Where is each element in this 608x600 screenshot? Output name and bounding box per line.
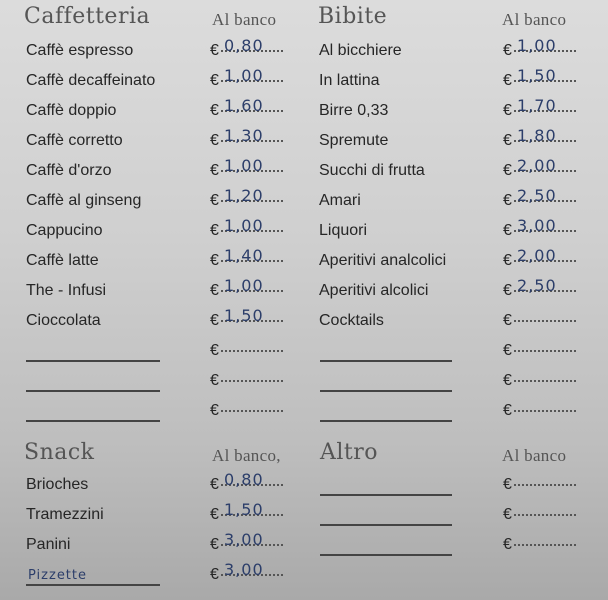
- caffetteria-item-price: [210, 36, 283, 60]
- euro-sign: €: [503, 132, 512, 149]
- euro-sign: €: [210, 42, 219, 59]
- blank-item-line: [320, 390, 452, 392]
- blank-item-line: [26, 360, 160, 362]
- handwritten-price: 2,50: [517, 186, 557, 205]
- caffetteria-item-name: Caffè doppio: [26, 102, 117, 119]
- euro-sign: €: [503, 342, 512, 359]
- handwritten-price: 1,70: [517, 96, 557, 115]
- bibite-item-price: [503, 312, 576, 330]
- euro-sign: €: [210, 312, 219, 329]
- bibite-item-price: [503, 66, 576, 90]
- price-dotted-line: [514, 320, 576, 322]
- euro-sign: €: [503, 72, 512, 89]
- blank-item-line: [26, 420, 160, 422]
- euro-sign: €: [210, 372, 219, 389]
- bibite-item-price: [503, 276, 576, 300]
- bibite-item-price: [503, 246, 576, 270]
- euro-sign: €: [503, 372, 512, 389]
- caffetteria-item-name: Caffè corretto: [26, 132, 123, 149]
- bibite-item-price: [503, 216, 576, 240]
- price-dotted-line: [221, 350, 283, 352]
- handwritten-price: 2,50: [517, 276, 557, 295]
- caffetteria-item-name: Cioccolata: [26, 312, 101, 329]
- bibite-item-name: Aperitivi analcolici: [319, 252, 447, 269]
- euro-sign: €: [210, 506, 219, 523]
- bibite-item-name: Liquori: [319, 222, 368, 239]
- bibite-blank-price: [503, 342, 576, 360]
- bibite-item-name: In lattina: [319, 72, 380, 89]
- caffetteria-item-price: [210, 246, 283, 270]
- euro-sign: €: [503, 162, 512, 179]
- euro-sign: €: [503, 506, 512, 523]
- euro-sign: €: [210, 402, 219, 419]
- bibite-item-price: [503, 36, 576, 60]
- bibite-item-price: [503, 186, 576, 210]
- caffetteria-title: Caffetteria: [24, 4, 151, 29]
- handwritten-price: 3,00: [224, 560, 264, 579]
- bibite-blank-price: [503, 372, 576, 390]
- caffetteria-item-name: Caffè espresso: [26, 42, 134, 59]
- snack-item-name: Tramezzini: [26, 506, 104, 523]
- euro-sign: €: [503, 402, 512, 419]
- price-dotted-line: [514, 350, 576, 352]
- altro-title: Altro: [320, 440, 379, 465]
- handwritten-price: 0,80: [224, 36, 264, 55]
- euro-sign: €: [210, 222, 219, 239]
- altro-blank-price: [503, 536, 576, 554]
- price-dotted-line: [514, 544, 576, 546]
- blank-item-line: [320, 554, 452, 556]
- euro-sign: €: [503, 476, 512, 493]
- caffetteria-item-price: [210, 216, 283, 240]
- caffetteria-item-name: The - Infusi: [26, 282, 107, 299]
- snack-item-name: Panini: [26, 536, 71, 553]
- bibite-item-name: Cocktails: [319, 312, 384, 329]
- blank-item-line: [320, 494, 452, 496]
- caffetteria-item-price: [210, 186, 283, 210]
- price-dotted-line: [514, 410, 576, 412]
- handwritten-price: 1,00: [224, 156, 264, 175]
- euro-sign: €: [503, 536, 512, 553]
- euro-sign: €: [210, 72, 219, 89]
- bibite-item-name: Spremute: [319, 132, 389, 149]
- snack-item-price: [210, 560, 283, 584]
- caffetteria-item-price: [210, 306, 283, 330]
- handwritten-price: 1,50: [224, 500, 264, 519]
- altro-column-header: Al banco: [502, 446, 567, 465]
- euro-sign: €: [503, 42, 512, 59]
- handwritten-price: 1,30: [224, 126, 264, 145]
- snack-item-price: [210, 530, 283, 554]
- price-dotted-line: [514, 380, 576, 382]
- caffetteria-item-price: [210, 126, 283, 150]
- euro-sign: €: [503, 252, 512, 269]
- altro-blank-price: [503, 506, 576, 524]
- caffetteria-blank-price: [210, 372, 283, 390]
- bibite-item-name: Al bicchiere: [319, 42, 402, 59]
- bibite-item-name: Succhi di frutta: [319, 162, 425, 179]
- euro-sign: €: [503, 102, 512, 119]
- handwritten-price: 1,50: [224, 306, 264, 325]
- altro-blank-price: [503, 476, 576, 494]
- euro-sign: €: [210, 162, 219, 179]
- bibite-title: Bibite: [318, 4, 388, 29]
- handwritten-price: 1,80: [517, 126, 557, 145]
- handwritten-price: 1,40: [224, 246, 264, 265]
- euro-sign: €: [210, 102, 219, 119]
- caffetteria-item-name: Cappucino: [26, 222, 103, 239]
- caffetteria-item-price: [210, 276, 283, 300]
- handwritten-price: 1,00: [224, 66, 264, 85]
- snack-title: Snack: [24, 440, 95, 465]
- handwritten-price: 2,00: [517, 156, 557, 175]
- price-dotted-line: [221, 410, 283, 412]
- snack-column-header: Al banco,: [212, 446, 281, 465]
- euro-sign: €: [210, 536, 219, 553]
- bibite-item-name: Amari: [319, 192, 361, 209]
- caffetteria-item-name: Caffè latte: [26, 252, 99, 269]
- euro-sign: €: [503, 192, 512, 209]
- caffetteria-item-name: Caffè d'orzo: [26, 162, 112, 179]
- blank-item-line: [320, 360, 452, 362]
- snack-item-price: [210, 470, 283, 494]
- handwritten-price: 2,00: [517, 246, 557, 265]
- euro-sign: €: [210, 566, 219, 583]
- handwritten-price: 1,00: [517, 36, 557, 55]
- euro-sign: €: [210, 132, 219, 149]
- caffetteria-item-price: [210, 156, 283, 180]
- caffetteria-item-name: Caffè al ginseng: [26, 192, 142, 209]
- bibite-item-price: [503, 156, 576, 180]
- blank-item-line: [26, 584, 160, 586]
- caffetteria-blank-price: [210, 402, 283, 420]
- bibite-blank-price: [503, 402, 576, 420]
- bibite-item-price: [503, 96, 576, 120]
- snack-item-price: [210, 500, 283, 524]
- blank-item-line: [26, 390, 160, 392]
- caffetteria-item-price: [210, 96, 283, 120]
- blank-item-line: [320, 524, 452, 526]
- handwritten-price: 1,50: [517, 66, 557, 85]
- caffetteria-column-header: Al banco: [212, 10, 277, 29]
- blank-item-line: [320, 420, 452, 422]
- handwritten-price: 3,00: [517, 216, 557, 235]
- euro-sign: €: [210, 342, 219, 359]
- handwritten-price: 1,00: [224, 216, 264, 235]
- euro-sign: €: [210, 192, 219, 209]
- bibite-item-name: Aperitivi alcolici: [319, 282, 429, 299]
- handwritten-price: 3,00: [224, 530, 264, 549]
- price-dotted-line: [514, 514, 576, 516]
- bibite-column-header: Al banco: [502, 10, 567, 29]
- price-dotted-line: [514, 484, 576, 486]
- caffetteria-item-price: [210, 66, 283, 90]
- snack-item-name: Brioches: [26, 476, 89, 493]
- handwritten-price: 1,20: [224, 186, 264, 205]
- caffetteria-blank-price: [210, 342, 283, 360]
- handwritten-price: 1,00: [224, 276, 264, 295]
- euro-sign: €: [210, 476, 219, 493]
- caffetteria-item-name: Caffè decaffeinato: [26, 72, 156, 89]
- price-dotted-line: [221, 380, 283, 382]
- handwritten-price: 0,80: [224, 470, 264, 489]
- euro-sign: €: [210, 282, 219, 299]
- snack-item-handwritten-name: Pizzette: [28, 568, 88, 583]
- euro-sign: €: [503, 222, 512, 239]
- bibite-item-name: Birre 0,33: [319, 102, 389, 119]
- euro-sign: €: [210, 252, 219, 269]
- handwritten-price: 1,60: [224, 96, 264, 115]
- bibite-item-price: [503, 126, 576, 150]
- euro-sign: €: [503, 282, 512, 299]
- euro-sign: €: [503, 312, 512, 329]
